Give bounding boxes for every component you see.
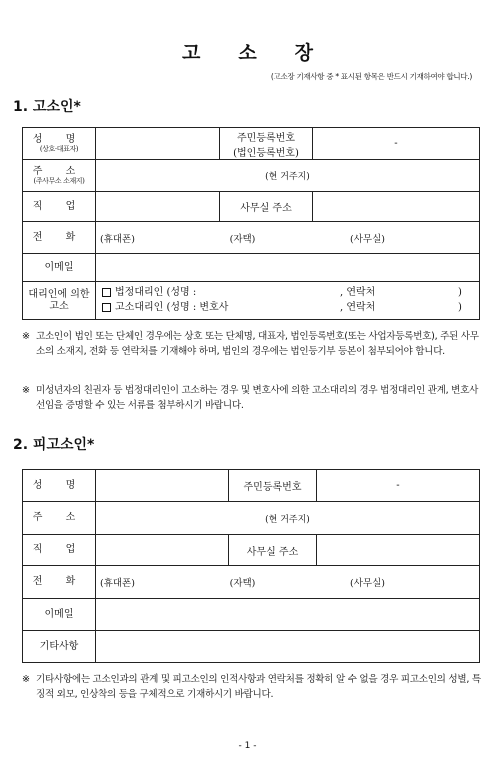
document-title bbox=[0, 38, 495, 65]
phone-mobile-label: (휴대폰) bbox=[100, 233, 135, 245]
note-1b bbox=[22, 384, 482, 414]
note-mark: ※ bbox=[22, 385, 30, 396]
d-idnum-dash: - bbox=[396, 480, 400, 491]
office-field[interactable] bbox=[313, 192, 480, 222]
complainant-table bbox=[22, 127, 480, 320]
phone-home-label: (자택) bbox=[229, 233, 256, 245]
office-label: 사무실 주소 bbox=[240, 203, 292, 214]
d-idnum-field[interactable] bbox=[317, 470, 480, 502]
phone-office-label: (사무실) bbox=[350, 233, 385, 245]
d-phone-label: 전 화 bbox=[32, 576, 86, 588]
legal-agent-checkbox[interactable] bbox=[102, 288, 111, 297]
title-char: 고 bbox=[181, 42, 201, 64]
note-text: 기타사항에는 고소인과의 관계 및 피고소인의 인적사항과 연락처를 정확히 알 수 없을 경우 피고소인의 성별, 특징적 외모, 인상착의 등을 구체적으로 기재하시기 바랍니다. bbox=[36, 674, 481, 700]
d-other-label-cell bbox=[23, 631, 96, 663]
note-1a bbox=[22, 330, 482, 360]
name-sublabel: (상호·대표자) bbox=[39, 145, 79, 154]
name-label-cell bbox=[23, 128, 96, 160]
d-address-field[interactable] bbox=[96, 502, 480, 535]
d-address-label: 주 소 bbox=[32, 512, 86, 524]
phone-label: 전 화 bbox=[32, 231, 86, 243]
d-other-label: 기타사항 bbox=[39, 640, 79, 652]
job-field[interactable] bbox=[96, 192, 220, 222]
d-phone-mobile-label: (휴대폰) bbox=[100, 578, 135, 589]
job-label-cell bbox=[23, 192, 96, 222]
email-label: 이메일 bbox=[44, 261, 74, 273]
email-label-cell bbox=[23, 254, 96, 282]
legal-agent-label: 법정대리인 (성명 : bbox=[115, 287, 197, 298]
section2-heading: 2. 피고소인* bbox=[13, 437, 95, 453]
d-address-label-cell bbox=[23, 502, 96, 535]
defendant-table bbox=[22, 469, 480, 663]
d-phone-office-label: (사무실) bbox=[350, 578, 385, 589]
name-label: 성 명 bbox=[32, 133, 86, 145]
email-field[interactable] bbox=[96, 254, 480, 282]
note-mark: ※ bbox=[22, 331, 30, 342]
idnum-field[interactable] bbox=[313, 128, 480, 160]
d-phone-field[interactable] bbox=[96, 566, 480, 599]
d-office-label: 사무실 주소 bbox=[246, 546, 299, 558]
agent-field bbox=[96, 282, 480, 320]
d-idnum-label-cell bbox=[229, 470, 317, 502]
d-job-label: 직 업 bbox=[32, 544, 86, 556]
legal-agent-contact-label: , 연락처 bbox=[340, 287, 376, 298]
d-office-field[interactable] bbox=[317, 535, 480, 566]
d-idnum-label: 주민등록번호 bbox=[243, 482, 302, 493]
address-sublabel: (주사무소 소재지) bbox=[33, 177, 85, 186]
d-office-label-cell bbox=[229, 535, 317, 566]
address-label-cell bbox=[23, 160, 96, 192]
d-phone-label-cell bbox=[23, 566, 96, 599]
agent-label-cell bbox=[23, 282, 96, 320]
attorney-agent-contact-label: , 연락처 bbox=[340, 301, 376, 313]
office-label-cell bbox=[220, 192, 313, 222]
address-hint: (현 거주지) bbox=[265, 172, 310, 182]
d-address-hint: (현 거주지) bbox=[265, 514, 310, 525]
note-2a bbox=[22, 673, 482, 703]
d-job-label-cell bbox=[23, 535, 96, 566]
d-other-field[interactable] bbox=[96, 631, 480, 663]
document-subtitle: (고소장 기재사항 중 * 표시된 항목은 반드시 기재하여야 합니다.) bbox=[270, 72, 472, 81]
attorney-agent-checkbox[interactable] bbox=[102, 303, 111, 312]
section1-heading: 1. 고소인* bbox=[13, 99, 81, 115]
title-char: 소 bbox=[238, 42, 257, 64]
note-text: 고소인이 법인 또는 단체인 경우에는 상호 또는 단체명, 대표자, 법인등록번호(또는 사업자등록번호), 주된 사무소의 소재지, 전화 등 연락처를 기재해야 하며, 법인의 경우에는 법인등기부 등본이 첨부되어야 합니다. bbox=[36, 331, 479, 357]
note-mark: ※ bbox=[22, 674, 30, 685]
d-email-label-cell bbox=[23, 599, 96, 631]
phone-label-cell bbox=[23, 222, 96, 254]
idnum-sublabel: (법인등록번호) bbox=[233, 147, 299, 159]
close-paren: ) bbox=[458, 301, 462, 313]
phone-field[interactable] bbox=[96, 222, 480, 254]
d-name-field[interactable] bbox=[96, 470, 229, 502]
close-paren: ) bbox=[458, 287, 462, 298]
name-field[interactable] bbox=[96, 128, 220, 160]
d-phone-home-label: (자택) bbox=[229, 578, 256, 589]
idnum-dash: - bbox=[394, 138, 398, 149]
address-field[interactable] bbox=[96, 160, 480, 192]
d-email-field[interactable] bbox=[96, 599, 480, 631]
title-char: 장 bbox=[294, 42, 314, 64]
d-name-label-cell bbox=[23, 470, 96, 502]
d-job-field[interactable] bbox=[96, 535, 229, 566]
idnum-label-cell bbox=[220, 128, 313, 160]
attorney-agent-label: 고소대리인 (성명 : 변호사 bbox=[115, 301, 229, 313]
note-text: 미성년자의 친권자 등 법정대리인이 고소하는 경우 및 변호사에 의한 고소대리의 경우 법정대리인 관계, 변호사 선임을 증명할 수 있는 서류를 첨부하시기 바랍니다. bbox=[36, 385, 479, 411]
job-label: 직 업 bbox=[32, 200, 86, 212]
page-number: - 1 - bbox=[238, 741, 257, 751]
idnum-label: 주민등록번호 bbox=[237, 132, 295, 144]
address-label: 주 소 bbox=[32, 165, 86, 177]
d-name-label: 성 명 bbox=[32, 479, 86, 491]
agent-label: 대리인에 의한 고소 bbox=[28, 289, 90, 312]
d-email-label: 이메일 bbox=[44, 608, 74, 620]
